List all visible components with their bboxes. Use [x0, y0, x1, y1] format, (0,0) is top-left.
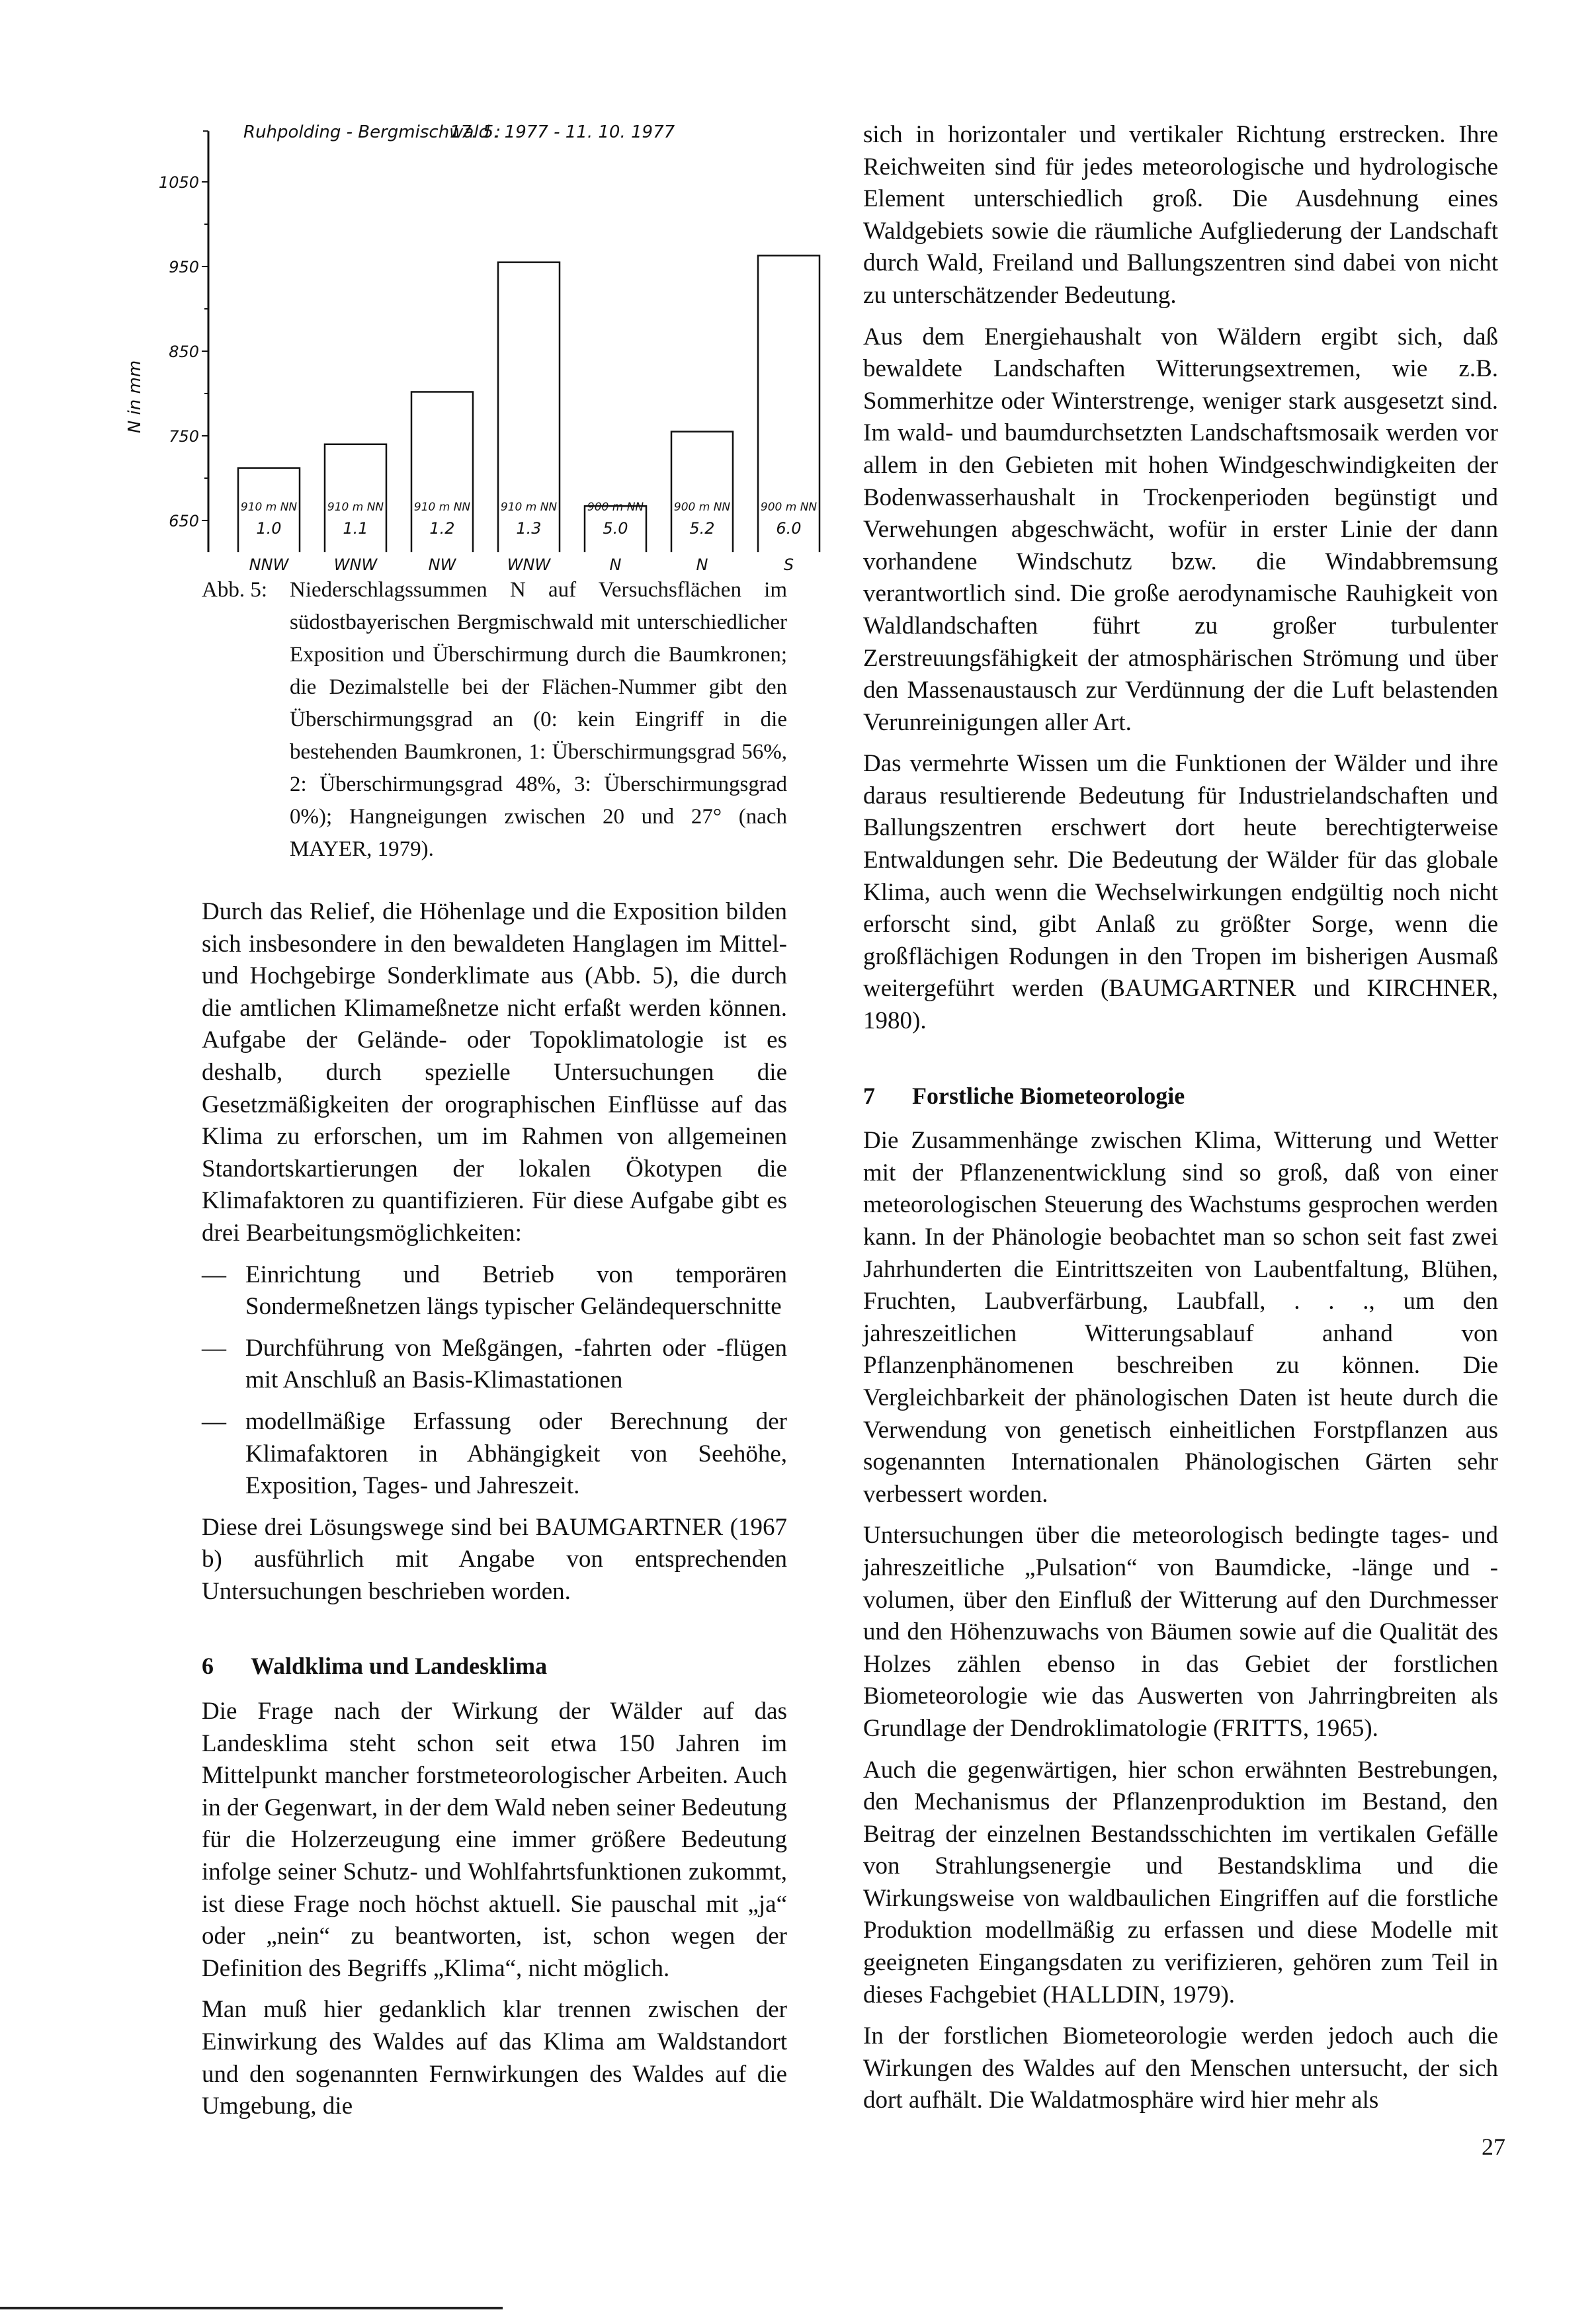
section-title: Forstliche Biometeorologie: [912, 1082, 1185, 1109]
bar-exposure-label: WNW: [333, 556, 378, 574]
section-number: 6: [202, 1653, 214, 1680]
chart-period: 17. 5. 1977 - 11. 10. 1977: [450, 122, 675, 142]
bar-group: [498, 263, 560, 574]
list-item: [202, 1406, 787, 1503]
page-number: 27: [1482, 2133, 1505, 2160]
list-dash: —: [202, 1407, 226, 1435]
list-item: [202, 1259, 787, 1323]
figure-caption: [202, 574, 787, 866]
y-tick-label: 750: [169, 427, 199, 446]
list-item: [202, 1333, 787, 1397]
figure-caption-label: Abb. 5:: [202, 578, 267, 602]
bar-group: [325, 444, 386, 574]
bar-exposure-label: S: [783, 556, 794, 574]
section-title: Waldklima und Landesklima: [251, 1653, 548, 1680]
y-tick-label: 650: [169, 512, 199, 530]
list-item-text: modellmäßige Erfassung oder Berechnung der Klimafaktoren in Abhängigkeit von Seehöhe, Exposition, Tages- und Jahreszeit.: [245, 1407, 787, 1500]
bar-category-label: 1.1: [343, 519, 368, 538]
list-item-text: Einrichtung und Betrieb von temporären Sondermeßnetzen längs typischer Geländequerschnitte: [245, 1261, 787, 1321]
right-column: [863, 119, 1498, 2126]
list-item-text: Durchführung von Meßgängen, -fahrten oder -flügen mit Anschluß an Basis-Klimastationen: [245, 1334, 787, 1394]
bar-category-label: 5.0: [603, 519, 628, 538]
section-heading-7: [863, 1080, 1498, 1112]
bar-altitude-label: 910 m NN: [240, 501, 298, 514]
paragraph: Untersuchungen über die meteorologisch bedingte tages- und jahreszeitliche „Pulsation“ von Baumdicke, -länge und -volumen, über den Einfluß der Witterung auf den Durchmesser und den Höhenzuwachs von Bäumen sowie auf die Qualität des Holzes zählen ebenso in das Gebiet der forstlichen Biometeorologie wie das Auswerten von Jahrringbreiten als Grundlage der Dendroklimatologie (FRITTS, 1965).: [863, 1522, 1498, 1742]
paragraph: In der forstlichen Biometeorologie werden jedoch auch die Wirkungen des Waldes auf den Menschen untersucht, der sich dort aufhält. Die Waldatmosphäre wird hier mehr als: [863, 2022, 1498, 2114]
y-tick-label: 850: [169, 343, 199, 361]
bar-group: [671, 432, 733, 574]
figure-caption-text: Niederschlagssummen N auf Versuchsflächen im südostbayerischen Bergmischwald mit unterschiedlicher Exposition und Überschirmung durch die Baumkronen; die Dezimalstelle bei der Flächen-Nummer gibt den Überschirmungsgrad an (0: kein Eingriff in die bestehenden Baumkronen, 1: Überschirmungsgrad 56%, 2: Überschirmungsgrad 48%, 3: Überschirmungsgrad 0%); Hangneigungen zwischen 20 und 27° (nach MAYER, 1979).: [290, 578, 787, 861]
list-dash: —: [202, 1261, 226, 1288]
bar-group: [238, 468, 300, 574]
bar-group: [585, 501, 646, 574]
y-tick-label: 1050: [158, 173, 199, 192]
bar-group: [411, 392, 473, 574]
y-axis-label: N in mm: [125, 360, 145, 434]
bar-category-label: 1.3: [516, 519, 542, 538]
precipitation-bar-chart: [99, 112, 827, 575]
bars: [238, 142, 827, 574]
bar-category-label: 5.2: [689, 519, 715, 538]
bar-altitude-label: 900 m NN: [587, 501, 644, 514]
bar-exposure-label: WNW: [507, 556, 551, 574]
section-heading-6: [202, 1650, 787, 1682]
bar-category-label: 1.2: [429, 519, 455, 538]
paragraph: Die Zusammenhänge zwischen Klima, Witterung und Wetter mit der Pflanzenentwicklung sind so groß, daß von einer meteorologischen Steuerung des Wachstums gesprochen werden kann. In der Phänologie beobachtet man so schon seit fast zwei Jahrhunderten die Eintrittszeiten von Laubentfaltung, Blühen, Fruchten, Laubverfärbung, Laubfall, . . ., um den jahreszeitlichen Witterungsablauf anhand von Pflanzenphänomenen beschreiben zu können. Die Vergleichbarkeit der phänologischen Daten ist heute durch die Verwendung von genetisch einheitlichen Forstpflanzen aus sogenannten Internationalen Phänologischen Gärten sehr verbessert worden.: [863, 1127, 1498, 1508]
bar-altitude-label: 910 m NN: [327, 501, 384, 514]
paragraph: Auch die gegenwärtigen, hier schon erwähnten Bestrebungen, den Mechanismus der Pflanzenproduktion im Bestand, den Beitrag der einzelnen Bestandsschichten im vertikalen Gefälle von Strahlungsenergie und Bestandsklima und die Wirkungsweise von waldbaulichen Eingriffen auf die forstliche Produktion modellmäßig zu erfassen und diese Modelle mit geeigneten Eingangsdaten zu verifizieren, gehören zum Teil in dieses Fachgebiet (HALLDIN, 1979).: [863, 1756, 1498, 2008]
paragraph: Diese drei Lösungswege sind bei BAUMGARTNER (1967 b) ausführlich mit Angabe von entsprechenden Untersuchungen beschrieben worden.: [202, 1513, 787, 1605]
y-tick-label: 950: [169, 258, 199, 276]
bar-category-label: 1.0: [256, 519, 282, 538]
bar-group: [758, 255, 819, 574]
section-number: 7: [863, 1082, 875, 1109]
left-column: [202, 896, 787, 2132]
paragraph: Aus dem Energiehaushalt von Wäldern ergibt sich, daß bewaldete Landschaften Witterungsextremen, wie z.B. Sommerhitze oder Winterstrenge, weniger stark ausgesetzt sind. Im wald- und baumdurchsetzten Landschaftsmosaik werden vor allem in den Gebieten mit hohen Windgeschwindigkeiten der Bodenwasserhaushalt in Trockenperioden begünstigt und Verwehungen abgeschwächt, wofür in erster Linie der dann vorhandene Windschutz bzw. die Windabbremsung verantwortlich sind. Die große aerodynamische Rauhigkeit von Waldlandschaften führt zu großer turbulenter Zerstreuungsfähigkeit der atmosphärischen Strömung und über den Massenaustausch zur Verdünnung der die Luft belastenden Verunreinigungen aller Art.: [863, 323, 1498, 736]
paragraph: Die Frage nach der Wirkung der Wälder auf das Landesklima steht schon seit etwa 150 Jahren im Mittelpunkt mancher forstmeteorologischer Arbeiten. Auch in der Gegenwart, in der dem Wald neben seiner Bedeutung für die Holzerzeugung eine immer größere Bedeutung infolge seiner Schutz- und Wohlfahrtsfunktionen zukommt, ist diese Frage noch höchst aktuell. Sie pauschal mit „ja“ oder „nein“ zu beantworten, ist, schon wegen der Definition des Begriffs „Klima“, nicht möglich.: [202, 1698, 787, 1982]
bar-exposure-label: N: [696, 556, 708, 574]
bar-altitude-label: 910 m NN: [500, 501, 558, 514]
bar-altitude-label: 900 m NN: [673, 501, 731, 514]
bar-exposure-label: NW: [428, 556, 456, 574]
footer-rule: [0, 2307, 503, 2309]
paragraph: Das vermehrte Wissen um die Funktionen der Wälder und ihre daraus resultierende Bedeutung für Industrielandschaften und Ballungszentren erschwert dort heute berechtigterweise Entwaldungen sehr. Die Bedeutung der Wälder für das globale Klima, auch wenn die Wechselwirkungen endgültig noch nicht erforscht sind, gibt Anlaß zu größter Sorge, wenn die großflächigen Rodungen in den Tropen im bisherigen Ausmaß weitergeführt werden (BAUMGARTNER und KIRCHNER, 1980).: [863, 750, 1498, 1035]
paragraph: sich in horizontaler und vertikaler Richtung erstrecken. Ihre Reichweiten sind für jedes meteorologische und hydrologische Element unterschiedlich groß. Die Ausdehnung eines Waldgebiets sowie die räumliche Aufgliederung der Landschaft durch Wald, Freiland und Ballungszentren sind dabei von nicht zu unterschätzender Bedeutung.: [863, 121, 1498, 309]
bar-exposure-label: N: [609, 556, 622, 574]
bar-altitude-label: 900 m NN: [760, 501, 818, 514]
chart-title: Ruhpolding - Bergmischwald :: [243, 122, 501, 142]
bar-altitude-label: 910 m NN: [413, 501, 471, 514]
bar-exposure-label: NNW: [249, 556, 289, 574]
list-dash: —: [202, 1334, 226, 1362]
paragraph: Man muß hier gedanklich klar trennen zwischen der Einwirkung des Waldes auf das Klima am Waldstandort und den sogenannten Fernwirkungen des Waldes auf die Umgebung, die: [202, 1996, 787, 2120]
bar-category-label: 6.0: [776, 519, 802, 538]
paragraph: Durch das Relief, die Höhenlage und die Exposition bilden sich insbesondere in den bewaldeten Hanglagen im Mittel- und Hochgebirge Sonderklimate aus (Abb. 5), die durch die amtlichen Klimameßnetze nicht erfaßt werden können. Aufgabe der Gelände- oder Topoklimatologie ist es deshalb, durch spezielle Untersuchungen die Gesetzmäßigkeiten der orographischen Einflüsse auf das Klima zu erforschen, um im Rahmen von allgemeinen Standortskartierungen der lokalen Ökotypen die Klimafaktoren zu quantifizieren. Für diese Aufgabe gibt es drei Bearbeitungsmöglichkeiten:: [202, 898, 787, 1247]
y-axis: [159, 131, 208, 552]
